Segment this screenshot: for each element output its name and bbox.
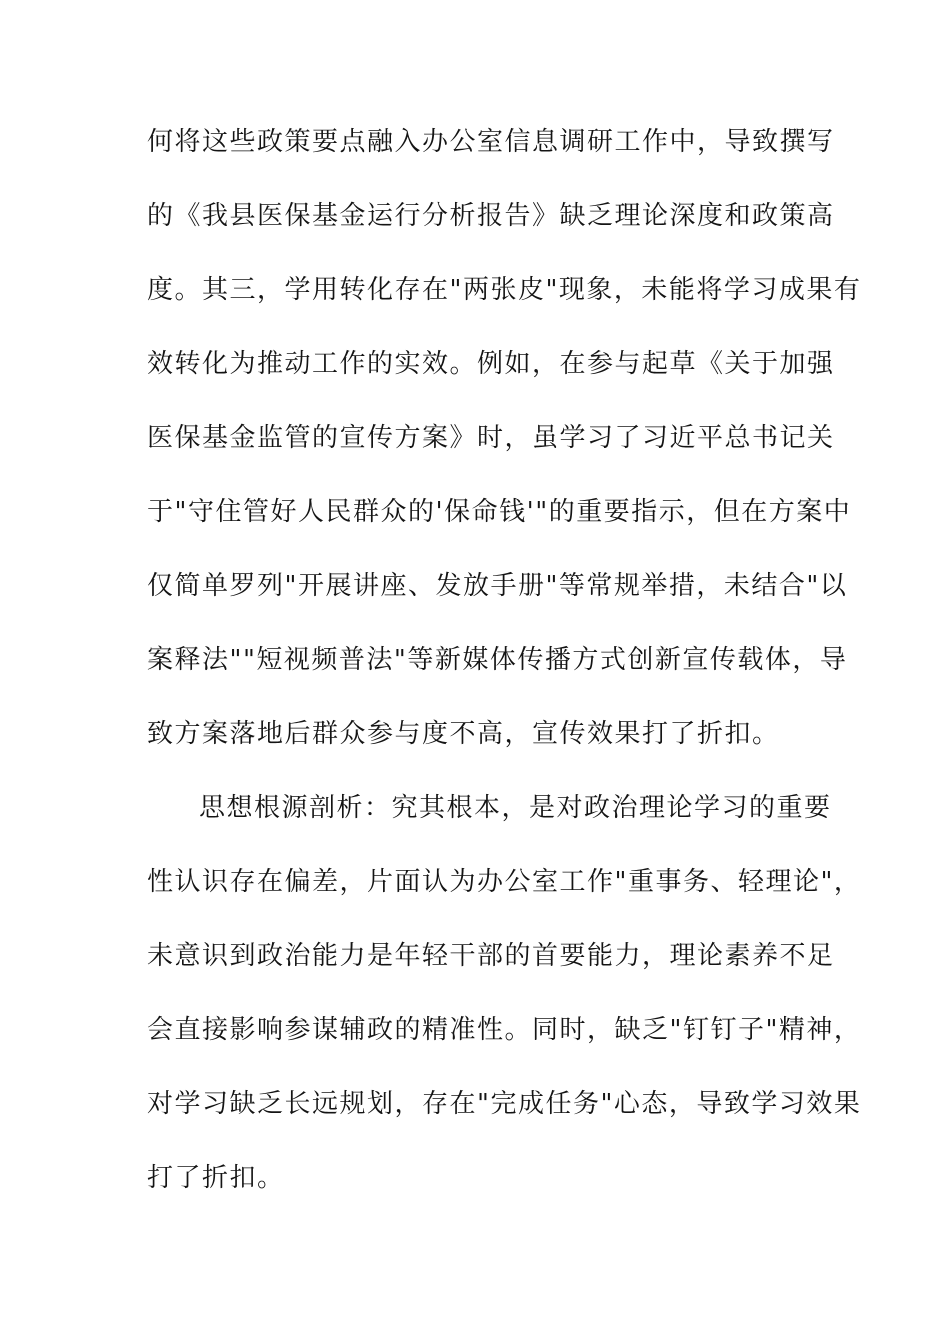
text-line-5: 医保基金监管的宣传方案》时，虽学习了习近平总书记关 (147, 423, 835, 453)
text-line-4: 效转化为推动工作的实效。例如，在参与起草《关于加强 (147, 349, 835, 379)
text-line-12: 未意识到政治能力是年轻干部的首要能力，理论素养不足 (147, 941, 835, 971)
text-line-3: 度。其三，学用转化存在"两张皮"现象，未能将学习成果有 (147, 275, 862, 305)
text-line-14: 对学习缺乏长远规划，存在"完成任务"心态，导致学习效果 (147, 1089, 862, 1119)
text-line-10: 思想根源剖析：究其根本，是对政治理论学习的重要 (199, 793, 832, 823)
text-line-2: 的《我县医保基金运行分析报告》缺乏理论深度和政策高 (147, 201, 835, 231)
document-body (147, 118, 862, 1228)
text-line-15: 打了折扣。 (147, 1163, 285, 1193)
text-line-9: 致方案落地后群众参与度不高，宣传效果打了折扣。 (147, 719, 780, 749)
text-line-11: 性认识存在偏差，片面认为办公室工作"重事务、轻理论"， (147, 867, 862, 897)
text-line-13: 会直接影响参谋辅政的精准性。同时，缺乏"钉钉子"精神， (147, 1015, 862, 1045)
text-line-8: 案释法""短视频普法"等新媒体传播方式创新宣传载体，导 (147, 645, 848, 675)
text-line-7: 仅简单罗列"开展讲座、发放手册"等常规举措，未结合"以 (147, 571, 848, 601)
text-line-1: 何将这些政策要点融入办公室信息调研工作中，导致撰写 (147, 127, 835, 157)
text-line-6: 于"守住管好人民群众的'保命钱'"的重要指示，但在方案中 (147, 497, 852, 527)
